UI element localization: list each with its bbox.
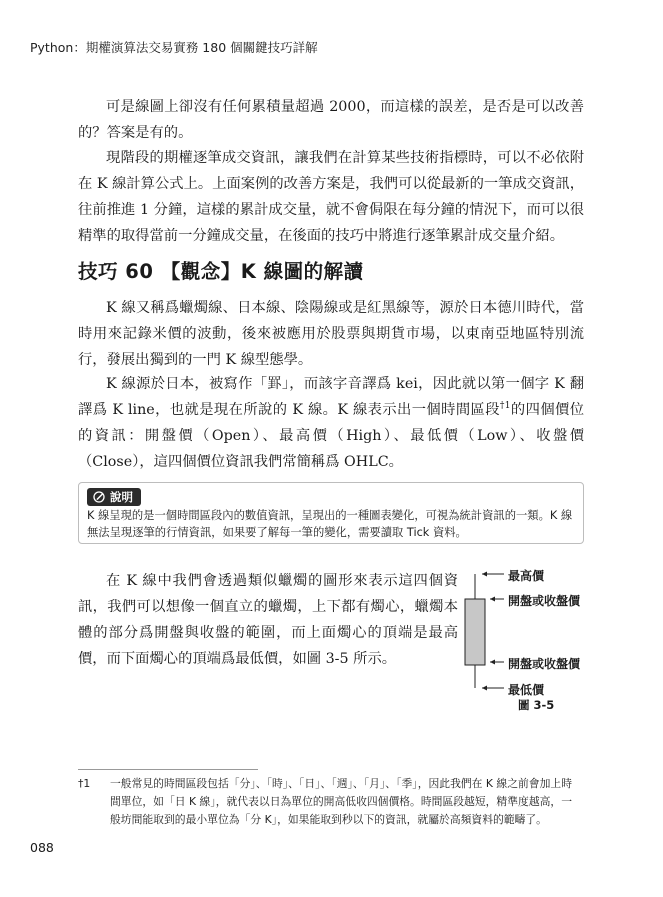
label-open-close-top: 開盤或收盤價 — [508, 594, 581, 608]
candlestick-figure — [460, 564, 620, 714]
p5-text-before: K 線源於日本，被寫作「罫」，而該字音譯爲 kei，因此就以第一個字 K 翻譯爲 K line，也就是現在所說的 K 線。K 線表示出一個時間區段 — [78, 376, 584, 418]
label-low: 最低價 — [508, 683, 545, 697]
open-close-top-arrowhead — [490, 597, 495, 602]
label-open-close-bottom: 開盤或收盤價 — [508, 657, 581, 671]
paragraph-k-line-origin: K 線又稱爲蠟燭線、日本線、陰陽線或是紅黑線等，源於日本德川時代，當時用來記錄米價的波動，後來被應用於股票與期貨市場，以東南亞地區特別流行，發展出獨到的一門 K 線型態學。 — [78, 300, 584, 368]
footnote-mark: †1 — [78, 777, 91, 790]
paragraph-error-answer: 可是線圖上卻沒有任何累積量超過 2000，而這樣的誤差，是否是可以改善的？答案是有的。 — [78, 99, 584, 141]
figure-caption: 圖 3-5 — [518, 698, 555, 712]
footnote-reference[interactable]: †1 — [499, 401, 511, 412]
candle-body — [465, 599, 485, 665]
note-box — [78, 482, 584, 544]
paragraph-candlestick-description: 在 K 線中我們會透過類似蠟燭的圖形來表示這四個資訊，我們可以想像一個直立的蠟燭，上下都有燭心，蠟燭本體的部分爲開盤與收盤的範圍，而上面燭心的頂端是最高價，而下面燭心的頂端爲最低價，如圖 3-5 所示。 — [78, 573, 458, 667]
note-text: K 線呈現的是一個時間區段內的數值資訊，呈現出的一種圖表變化，可視為統計資訊的一類。K 線無法呈現逐筆的行情資訊，如果要了解每一筆的變化，需要讀取 Tick 資料。 — [87, 509, 573, 539]
high-arrowhead — [482, 572, 487, 577]
p5-text-after: 的四個價位的資訊：開盤價（Open）、最高價（High）、最低價（Low）、收盤價（Close），這四個價位資訊我們常簡稱爲 OHLC。 — [78, 402, 584, 470]
note-tab — [87, 488, 141, 506]
page-number: 088 — [30, 840, 54, 855]
paragraph-k-line-ohlc — [78, 371, 584, 475]
label-high: 最高價 — [508, 569, 545, 583]
running-header: Python：期權演算法交易實務 180 個關鍵技巧詳解 — [30, 40, 318, 55]
footnote-text: 一般常見的時間區段包括「分」、「時」、「日」、「週」、「月」、「季」，因此我們在 K 線之前會加上時間單位，如「日 K 線」，就代表以日為單位的開高低收四個價格。時間區段越短，精準度越高，一般坊間能取到的最小單位為「分 K」，如果能取到秒以下的資訊，就屬於高頻資料的範疇了。 — [110, 777, 573, 826]
pencil-note-icon — [93, 491, 106, 503]
note-tab-label: 說明 — [110, 490, 133, 504]
paragraph-tick-improvement: 現階段的期權逐筆成交資訊，讓我們在計算某些技術指標時，可以不必依附在 K 線計算公式上。上面案例的改善方案是，我們可以從最新的一筆成交資訊，往前推進 1 分鐘，這樣的累計成交量，就不會侷限在每分鐘的情況下，而可以很精準的取得當前一分鐘成交量，在後面的技巧中將進行逐筆累計成交量介紹。 — [78, 150, 584, 244]
open-close-bottom-arrowhead — [490, 660, 495, 665]
footnote-divider — [78, 769, 258, 770]
low-arrowhead — [482, 686, 487, 691]
section-title: 技巧 60 【觀念】K 線圖的解讀 — [78, 260, 364, 283]
